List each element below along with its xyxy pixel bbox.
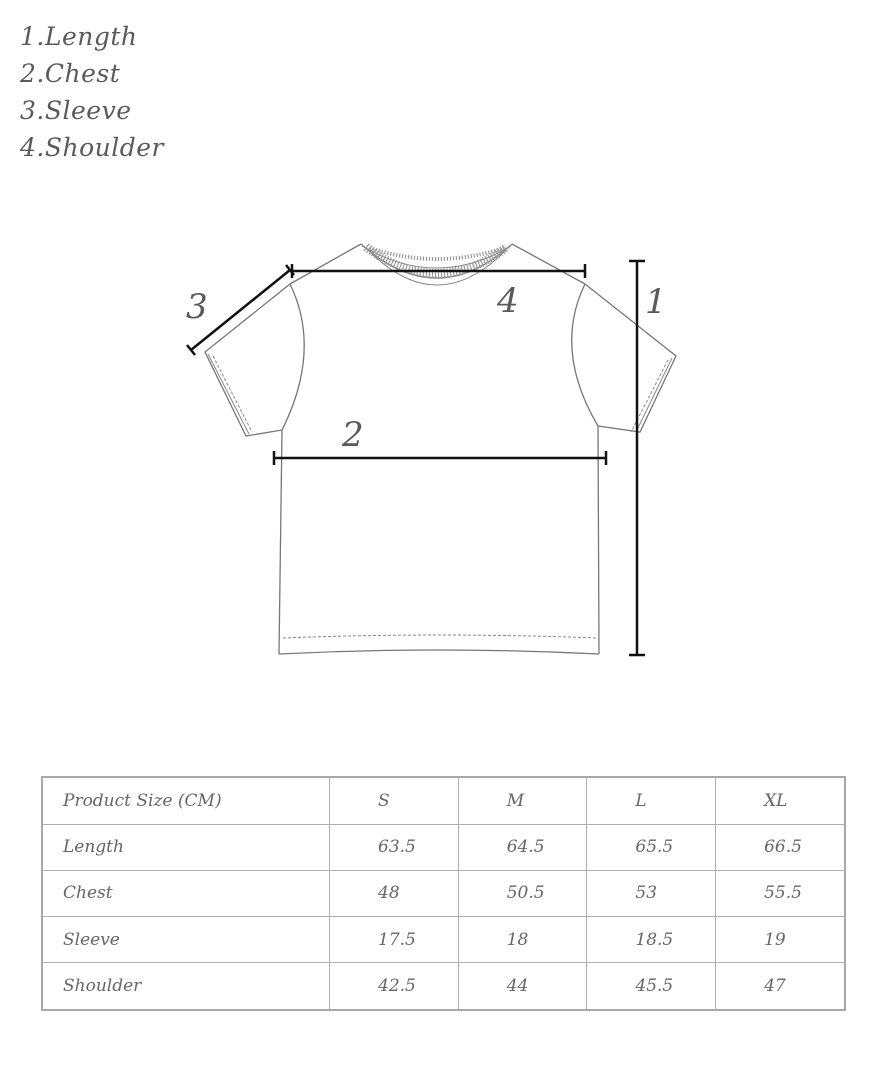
legend-item-shoulder: 4.Shoulder [20,133,164,162]
legend-item-length: 1.Length [20,22,138,51]
table-header-cell: S [330,777,459,824]
table-cell: 65.5 [587,824,716,870]
table-header-row [42,777,845,824]
table-cell: 55.5 [716,870,845,916]
tshirt-outline-icon [205,244,676,654]
table-cell: 17.5 [330,917,459,963]
table-cell: 44 [458,963,587,1010]
legend-item-sleeve: 3.Sleeve [20,96,132,125]
legend-item-chest: 2.Chest [20,59,121,88]
shoulder-marker: 4 [497,281,519,321]
table-cell: 18 [458,917,587,963]
table-cell: Chest [42,870,330,916]
table-row [42,917,845,963]
table-cell: Sleeve [42,917,330,963]
table-cell: 42.5 [330,963,459,1010]
table-cell: 47 [716,963,845,1010]
table-cell: 53 [587,870,716,916]
table-cell: 66.5 [716,824,845,870]
table-cell: 18.5 [587,917,716,963]
table-cell: Length [42,824,330,870]
table-row [42,963,845,1010]
table-row [42,824,845,870]
table-cell: 50.5 [458,870,587,916]
collar-rib-icon [366,247,507,274]
size-chart-table [41,776,846,1011]
table-header-cell: XL [716,777,845,824]
table-header-cell: M [458,777,587,824]
table-cell: 48 [330,870,459,916]
table-header-cell: Product Size (CM) [42,777,330,824]
length-marker: 1 [645,282,667,322]
chest-marker: 2 [342,415,364,455]
sleeve-marker: 3 [186,287,208,327]
table-row [42,870,845,916]
table-cell: 45.5 [587,963,716,1010]
table-header-cell: L [587,777,716,824]
table-cell: 19 [716,917,845,963]
table-cell: 64.5 [458,824,587,870]
table-cell: Shoulder [42,963,330,1010]
table-cell: 63.5 [330,824,459,870]
